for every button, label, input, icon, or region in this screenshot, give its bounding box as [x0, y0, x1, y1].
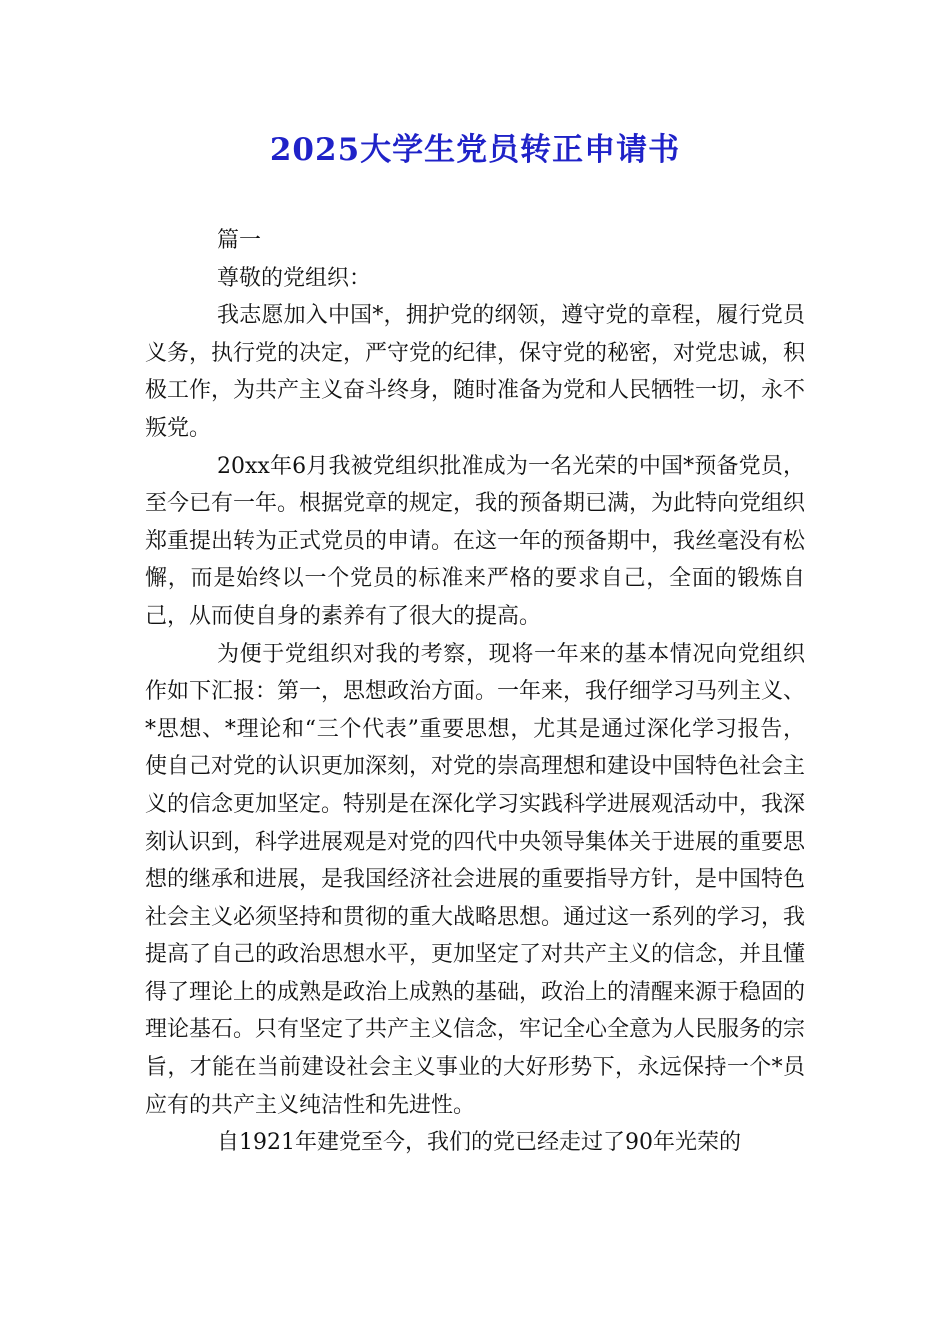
section-heading: 篇一 — [217, 228, 262, 253]
document-title: 2025大学生党员转正申请书 — [269, 132, 681, 168]
document-body — [145, 222, 805, 1162]
paragraph-probation: 20xx年6月我被党组织批准成为一名光荣的中国*预备党员，至今已有一年。根据党章的规定，我的预备期已满，为此特向党组织郑重提出转为正式党员的申请。在这一年的预备期中，我丝毫没有松懈，而是始终以一个党员的标准来严格的要求自己，全面的锻炼自己，从而使自身的素养有了很大的提高。 — [145, 453, 806, 629]
paragraph-history: 自1921年建党至今，我们的党已经走过了90年光荣的 — [217, 1130, 741, 1156]
paragraph-report: 为便于党组织对我的考察，现将一年来的基本情况向党组织作如下汇报：第一，思想政治方面。一年来，我仔细学习马列主义、*思想、*理论和“三个代表”重要思想，尤其是通过深化学习报告，使自己对党的认识更加深刻，对党的崇高理想和建设中国特色社会主义的信念更加坚定。特别是在深化学习实践科学进展观活动中，我深刻认识到，科学进展观是对党的四代中央领导集体关于进展的重要思想的继承和进展，是我国经济社会进展的重要指导方针，是中国特色社会主义必须坚持和贯彻的重大战略思想。通过这一系列的学习，我提高了自己的政治思想水平，更加坚定了对共产主义的信念，并且懂得了理论上的成熟是政治上成熟的基础，政治上的清醒来源于稳固的理论基石。只有坚定了共产主义信念，牢记全心全意为人民服务的宗旨，才能在当前建设社会主义事业的大好形势下，永远保持一个*员应有的共产主义纯洁性和先进性。 — [145, 641, 806, 1118]
salutation: 尊敬的党组织： — [217, 265, 372, 291]
paragraph-pledge: 我志愿加入中国*，拥护党的纲领，遵守党的章程，履行党员义务，执行党的决定，严守党的纪律，保守党的秘密，对党忠诚，积极工作，为共产主义奋斗终身，随时准备为党和人民牺牲一切，永不叛党。 — [145, 303, 806, 441]
